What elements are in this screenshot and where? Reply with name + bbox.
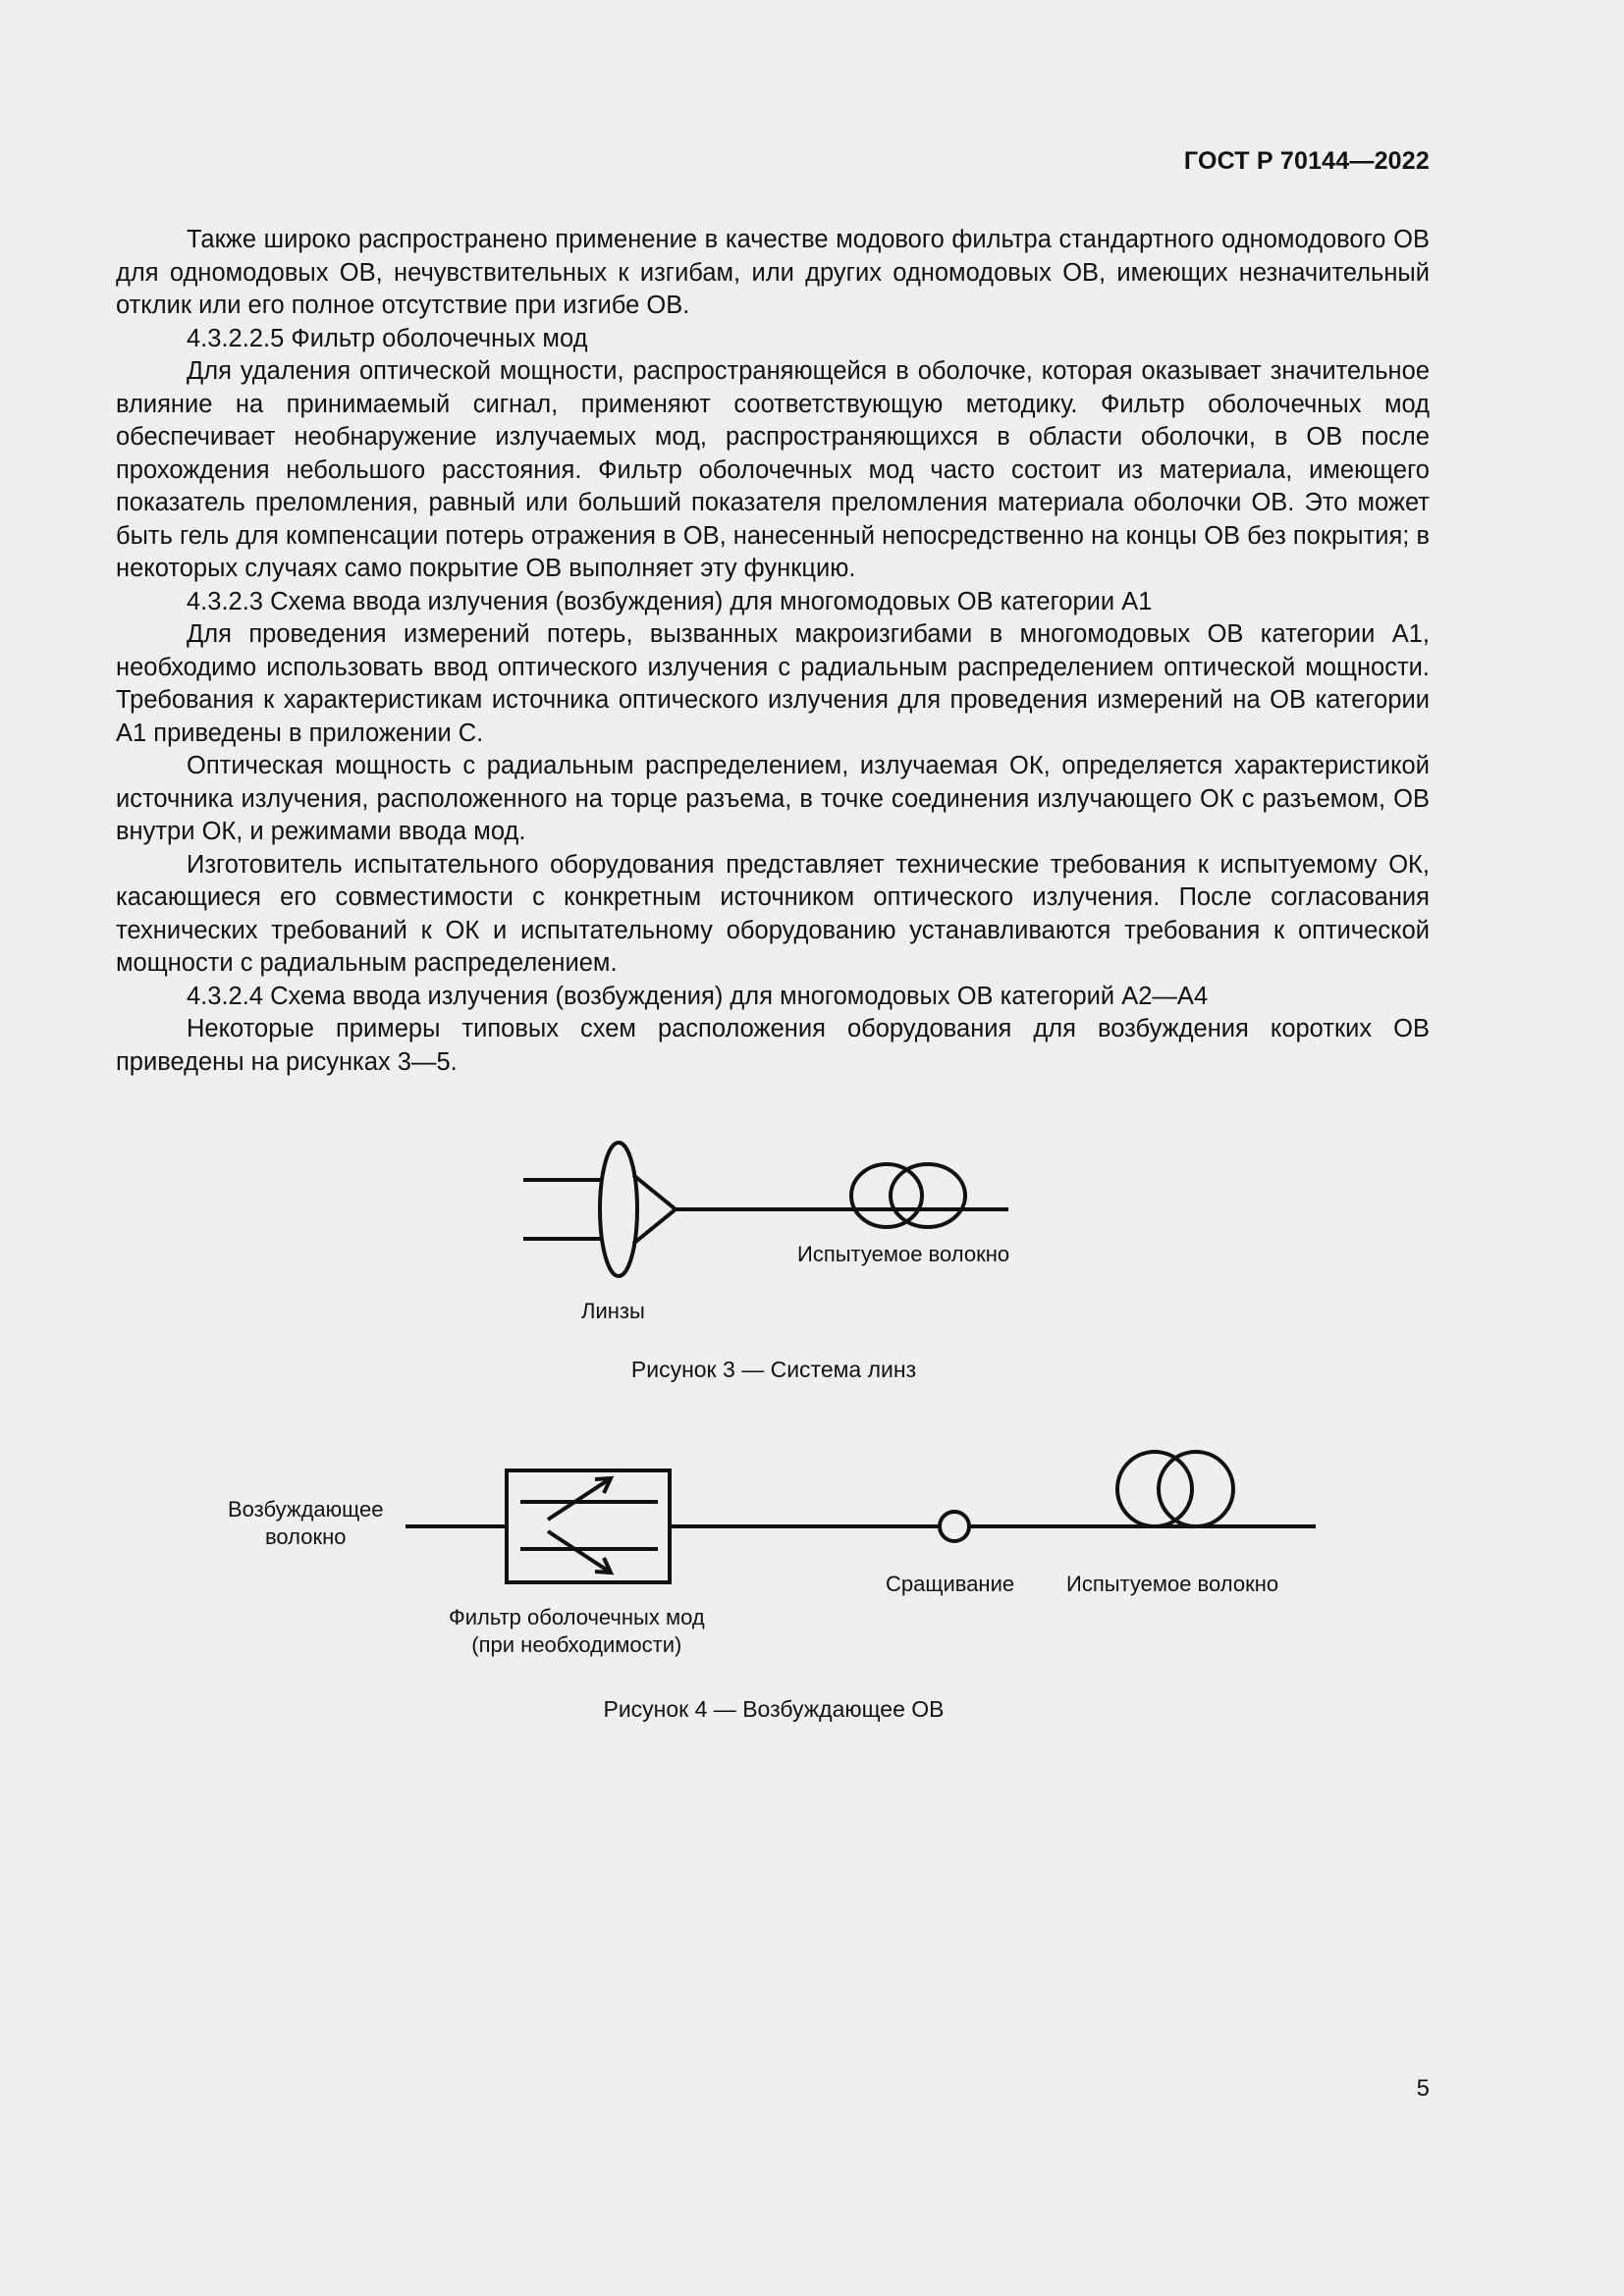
document-header: ГОСТ Р 70144—2022 [1183, 147, 1430, 175]
fiber-coil-loop-2 [1159, 1452, 1233, 1526]
section-heading: 4.3.2.3 Схема ввода излучения (возбуждения) для многомодовых ОВ категории А1 [187, 587, 1153, 615]
fiber-coil-loop-1 [1117, 1452, 1192, 1526]
launch-fiber-diagram [0, 1433, 1624, 1728]
paragraph: Также широко распространено применение в качестве модового фильтра стандартного одномодового ОВ для одномодовых ОВ, нечувствительных к изгибам, или других одномодовых ОВ, имеющих незначительный отклик или его полное отсутствие при изгибе ОВ. [116, 226, 1430, 319]
launch-fiber-label-line1: Возбуждающее [228, 1497, 384, 1522]
launch-fiber-label-line2: волокно [264, 1524, 347, 1549]
mode-filter-label [449, 1604, 705, 1659]
focus-cone [633, 1175, 676, 1244]
section-heading: 4.3.2.4 Схема ввода излучения (возбуждения) для многомодовых ОВ категорий А2—А4 [187, 982, 1209, 1010]
figure-3 [0, 1119, 1624, 1394]
splice-label: Сращивание [886, 1572, 1015, 1596]
section-heading: 4.3.2.2.5 Фильтр оболочечных мод [187, 324, 588, 352]
figure-4 [0, 1433, 1624, 1728]
paragraph: Некоторые примеры типовых схем расположения оборудования для возбуждения коротких ОВ приведены на рисунках 3—5. [116, 1015, 1430, 1076]
figure-4-caption: Рисунок 4 — Возбуждающее ОВ [603, 1696, 945, 1722]
mode-filter-label-line1: Фильтр оболочечных мод [449, 1605, 705, 1629]
fiber-coil-loop-1 [851, 1164, 922, 1227]
mode-filter-label-line2: (при необходимости) [471, 1632, 682, 1657]
paragraph: Для проведения измерений потерь, вызванных макроизгибами в многомодовых ОВ категории А1, необходимо использовать ввод оптического излучения с радиальным распределением оптической мощности. Требования к характеристикам источника оптического излучения для проведения измерений на ОВ категории А1 приведены в приложении С. [116, 620, 1430, 747]
fiber-under-test-label: Испытуемое волокно [797, 1242, 1010, 1266]
figure-3-caption: Рисунок 3 — Система линз [630, 1357, 917, 1382]
arrow-down-icon [548, 1531, 611, 1573]
page-number: 5 [1416, 2075, 1430, 2102]
paragraph: Для удаления оптической мощности, распространяющейся в оболочке, которая оказывает значительное влияние на принимаемый сигнал, применяют соответствующую методику. Фильтр оболочечных мод обеспечивает необнаружение излучаемых мод, распространяющихся в области оболочки, в ОВ после прохождения небольшого расстояния. Фильтр оболочечных мод часто состоит из материала, имеющего показатель преломления, равный или больший показателя преломления материала оболочки ОВ. Это может быть гель для компенсации потерь отражения в ОВ, нанесенный непосредственно на концы ОВ без покрытия; в некоторых случаях само покрытие ОВ выполняет эту функцию. [116, 357, 1430, 582]
lens-label: Линзы [581, 1299, 645, 1323]
mode-filter-box [507, 1470, 670, 1582]
paragraph: Изготовитель испытательного оборудования представляет технические требования к испытуемому ОК, касающиеся его совместимости с конкретным источником оптического излучения. После согласования технических требований к ОК и испытательному оборудованию устанавливаются требования к оптической мощности с радиальным распределением. [116, 850, 1430, 977]
fiber-under-test-label: Испытуемое волокно [1066, 1572, 1279, 1596]
lens-icon [600, 1143, 637, 1276]
body-text [116, 224, 1430, 1079]
fiber-coil-loop-2 [891, 1164, 965, 1227]
launch-fiber-label [228, 1496, 383, 1551]
paragraph: Оптическая мощность с радиальным распределением, излучаемая ОК, определяется характеристикой источника излучения, расположенного на торце разъема, в точке соединения излучающего ОК с разъемом, ОВ внутри ОК, и режимами ввода мод. [116, 752, 1430, 845]
arrow-up-icon [548, 1478, 611, 1520]
splice-icon [940, 1512, 969, 1541]
